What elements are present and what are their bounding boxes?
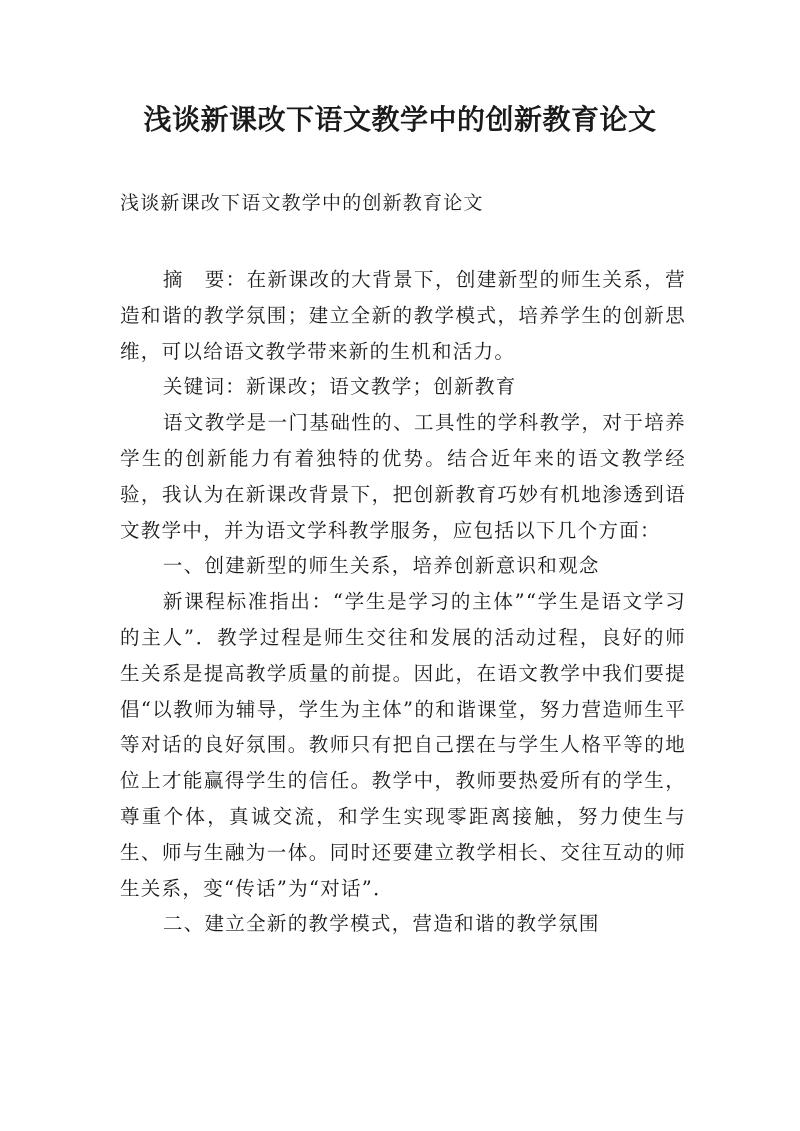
document-body — [120, 262, 686, 942]
document-title: 浅谈新课改下语文教学中的创新教育论文 — [143, 103, 657, 136]
abstract-paragraph: 摘 要：在新课改的大背景下，创建新型的师生关系，营造和谐的教学氛围；建立全新的教学模式，培养学生的创新思维，可以给语文教学带来新的生机和活力。 — [120, 268, 686, 363]
section-heading-1: 一、创建新型的师生关系，培养创新意识和观念 — [162, 554, 600, 578]
document-subtitle: 浅谈新课改下语文教学中的创新教育论文 — [120, 192, 484, 214]
section-heading-2: 二、建立全新的教学模式，营造和谐的教学氛围 — [162, 912, 600, 936]
keywords-paragraph: 关键词：新课改；语文教学；创新教育 — [162, 375, 517, 399]
section-1-paragraph: 新课程标准指出：“学生是学习的主体”“学生是语文学习的主人”．教学过程是师生交往和发展的活动过程，良好的师生关系是提高教学质量的前提。因此，在语文教学中我们要提倡“以教师为辅导，学生为主体”的和谐课堂，努力营造师生平等对话的良好氛围。教师只有把自己摆在与学生人格平等的地位上才能赢得学生的信任。教学中，教师要热爱所有的学生，尊重个体，真诚交流，和学生实现零距离接触，努力使生与生、师与生融为一体。同时还要建立教学相长、交往互动的师生关系，变“传话”为“对话”． — [120, 590, 686, 900]
intro-paragraph: 语文教学是一门基础性的、工具性的学科教学，对于培养学生的创新能力有着独特的优势。结合近年来的语文教学经验，我认为在新课改背景下，把创新教育巧妙有机地渗透到语文教学中，并为语文学科教学服务，应包括以下几个方面： — [120, 411, 686, 542]
